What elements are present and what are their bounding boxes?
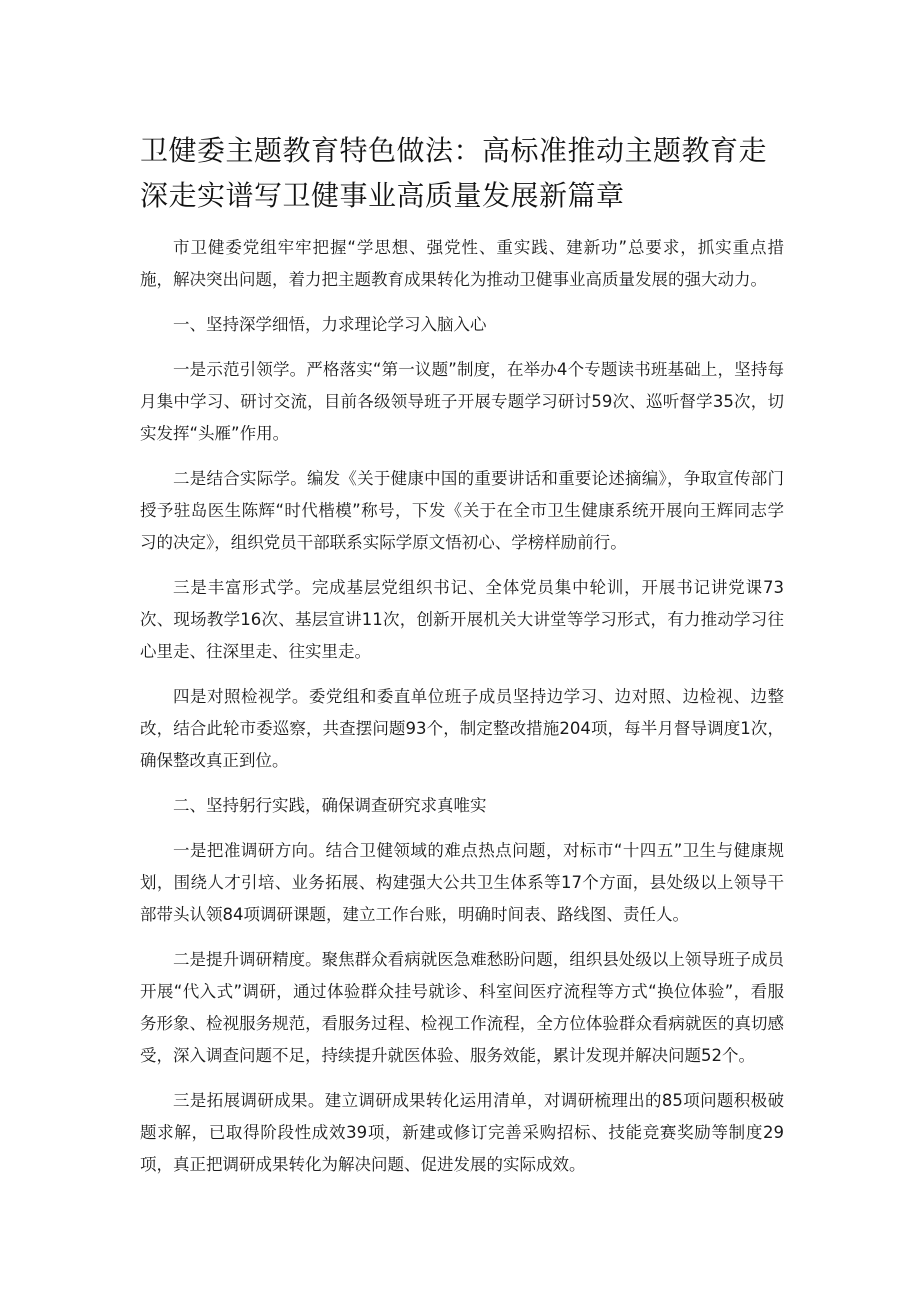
paragraph-item: 三是拓展调研成果。建立调研成果转化运用清单，对调研梳理出的85项问题积极破题求解，已取得阶段性成效39项，新建或修订完善采购招标、技能竞赛奖励等制度29项，真正把调研成果转化为解决问题、促进发展的实际成效。 bbox=[140, 1091, 784, 1174]
paragraph-item: 四是对照检视学。委党组和委直单位班子成员坚持边学习、边对照、边检视、边整改，结合此轮市委巡察，共查摆问题93个，制定整改措施204项，每半月督导调度1次，确保整改真正到位。 bbox=[140, 687, 784, 770]
document-title: 卫健委主题教育特色做法：高标准推动主题教育走深走实谱写卫健事业高质量发展新篇章 bbox=[140, 134, 768, 212]
paragraph-item: 二是提升调研精度。聚焦群众看病就医急难愁盼问题，组织县处级以上领导班子成员开展“代入式”调研，通过体验群众挂号就诊、科室间医疗流程等方式“换位体验”，看服务形象、检视服务规范，看服务过程、检视工作流程，全方位体验群众看病就医的真切感受，深入调查问题不足，持续提升就医体验、服务效能，累计发现并解决问题52个。 bbox=[140, 950, 784, 1065]
paragraph-intro: 市卫健委党组牢牢把握“学思想、强党性、重实践、建新功”总要求，抓实重点措施，解决突出问题，着力把主题教育成果转化为推动卫健事业高质量发展的强大动力。 bbox=[140, 238, 784, 289]
paragraph-item: 一是把准调研方向。结合卫健领域的难点热点问题，对标市“十四五”卫生与健康规划，围绕人才引培、业务拓展、构建强大公共卫生体系等17个方面，县处级以上领导干部带头认领84项调研课题，建立工作台账，明确时间表、路线图、责任人。 bbox=[140, 841, 784, 924]
paragraph-item: 一是示范引领学。严格落实“第一议题”制度，在举办4个专题读书班基础上，坚持每月集中学习、研讨交流，目前各级领导班子开展专题学习研讨59次、巡听督学35次，切实发挥“头雁”作用。 bbox=[140, 360, 784, 443]
section-heading-2: 二、坚持躬行实践，确保调查研究求真唯实 bbox=[173, 796, 487, 815]
section-heading-1: 一、坚持深学细悟，力求理论学习入脑入心 bbox=[173, 315, 487, 334]
paragraph-item: 三是丰富形式学。完成基层党组织书记、全体党员集中轮训，开展书记讲党课73次、现场教学16次、基层宣讲11次，创新开展机关大讲堂等学习形式，有力推动学习往心里走、往深里走、往实里走。 bbox=[140, 578, 784, 661]
document-body bbox=[140, 232, 784, 1194]
paragraph-item: 二是结合实际学。编发《关于健康中国的重要讲话和重要论述摘编》，争取宣传部门授予驻岛医生陈辉“时代楷模”称号，下发《关于在全市卫生健康系统开展向王辉同志学习的决定》，组织党员干部联系实际学原文悟初心、学榜样励前行。 bbox=[140, 469, 784, 552]
